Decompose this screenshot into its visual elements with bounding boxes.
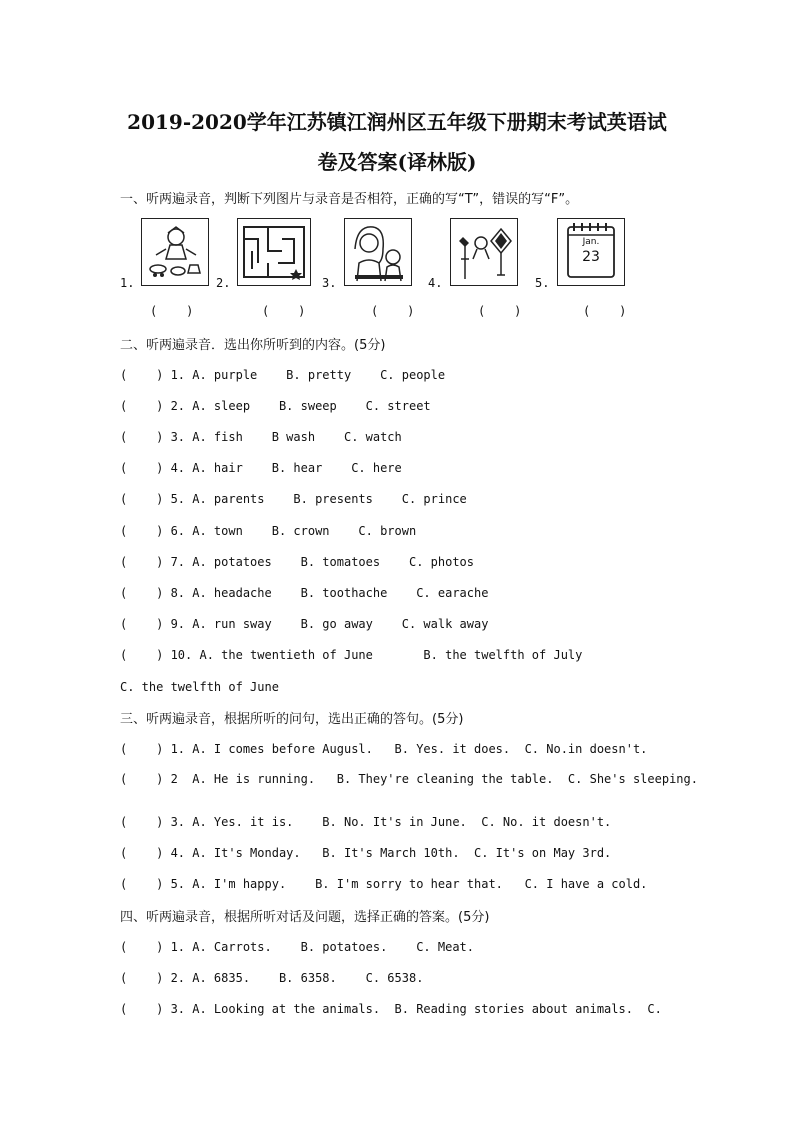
section-3-heading: 三、听两遍录音，根据所听的问句，选出正确的答句。(5分) [120, 712, 464, 727]
document-title-line-2: 卷及答案(译林版) [317, 150, 477, 174]
section-4-heading: 四、听两遍录音，根据所听对话及问题，选择正确的答案。(5分) [120, 910, 490, 925]
question-line: ( ) 2. A. 6835. B. 6358. C. 6538. [120, 971, 424, 985]
section-1-heading: 一、听两遍录音，判断下列图片与录音是否相符，正确的写“T”，错误的写“F”。 [120, 192, 579, 207]
mother-and-child-picture [344, 218, 412, 286]
item-2-number: 2. [216, 276, 231, 290]
question-line: ( ) 6. A. town B. crown C. brown [120, 524, 417, 538]
question-line: ( ) 5. A. parents B. presents C. prince [120, 492, 467, 506]
item-3-answer[interactable]: ( ) [371, 304, 415, 318]
question-line: ( ) 3. A. fish B wash C. watch [120, 430, 402, 444]
item-1-number: 1. [120, 276, 135, 290]
item-5-answer[interactable]: ( ) [583, 304, 627, 318]
item-1-answer[interactable]: ( ) [150, 304, 194, 318]
item-4-answer[interactable]: ( ) [478, 304, 522, 318]
question-line: ( ) 7. A. potatoes B. tomatoes C. photos [120, 555, 475, 569]
question-line: ( ) 2 A. He is running. B. They're cleaning the table. C. She's sleeping. [120, 772, 698, 786]
calendar-month: Jan. [582, 237, 600, 247]
document-title-line-1: 2019-2020学年江苏镇江润州区五年级下册期末考试英语试 [127, 110, 667, 134]
item-5-number: 5. [535, 276, 550, 290]
section-2-heading: 二、听两遍录音．选出你所听到的内容。(5分) [120, 338, 386, 353]
question-line: ( ) 10. A. the twentieth of June B. the twelfth of July [120, 648, 583, 662]
question-line: ( ) 4. A. It's Monday. B. It's March 10th. C. It's on May 3rd. [120, 846, 612, 860]
question-line: ( ) 9. A. run sway B. go away C. walk away [120, 617, 489, 631]
kid-with-toys-picture [141, 218, 209, 286]
question-line: ( ) 1. A. Carrots. B. potatoes. C. Meat. [120, 940, 475, 954]
question-line: ( ) 2. A. sleep B. sweep C. street [120, 399, 431, 413]
maze-picture [237, 218, 311, 286]
question-line: ( ) 4. A. hair B. hear C. here [120, 461, 402, 475]
question-line: C. the twelfth of June [120, 680, 279, 694]
question-line: ( ) 3. A. Looking at the animals. B. Reading stories about animals. C. [120, 1002, 662, 1016]
calendar-day: 23 [582, 249, 600, 265]
question-line: ( ) 8. A. headache B. toothache C. earache [120, 586, 489, 600]
question-line: ( ) 3. A. Yes. it is. B. No. It's in June. C. No. it doesn't. [120, 815, 612, 829]
question-line: ( ) 1. A. I comes before Augusl. B. Yes. it does. C. No.in doesn't. [120, 742, 648, 756]
question-line: ( ) 1. A. purple B. pretty C. people [120, 368, 446, 382]
item-3-number: 3. [322, 276, 337, 290]
festival-decorations-picture [450, 218, 518, 286]
calendar-picture [557, 218, 625, 286]
item-2-answer[interactable]: ( ) [262, 304, 306, 318]
question-line: ( ) 5. A. I'm happy. B. I'm sorry to hear that. C. I have a cold. [120, 877, 648, 891]
item-4-number: 4. [428, 276, 443, 290]
